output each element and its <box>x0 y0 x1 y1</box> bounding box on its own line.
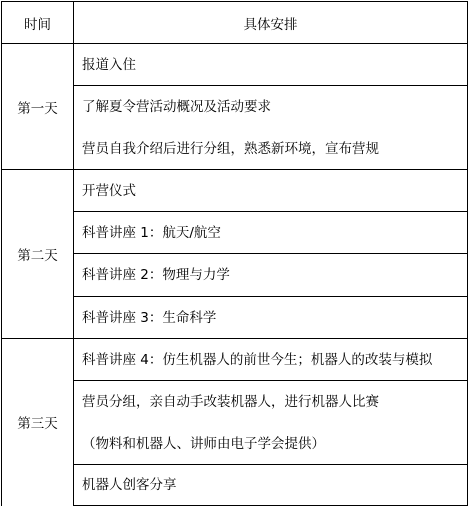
day-label: 第三天 <box>2 339 74 506</box>
activity-text: 科普讲座 4：仿生机器人的前世今生；机器人的改装与模拟 <box>82 351 433 368</box>
header-row <box>2 2 468 44</box>
activity-cell <box>74 44 468 86</box>
schedule-row <box>2 339 468 381</box>
schedule-row <box>2 44 468 86</box>
header-arrangement: 具体安排 <box>74 2 468 44</box>
activity-text: 营员分组，亲自动手改装机器人，进行机器人比赛 <box>82 393 379 410</box>
activity-cell <box>74 212 468 254</box>
schedule-table <box>1 1 468 506</box>
activity-cell <box>74 297 468 339</box>
activity-text: （物料和机器人、讲师由电子学会提供） <box>82 435 325 452</box>
day-label: 第一天 <box>2 44 74 170</box>
activity-cell <box>74 170 468 212</box>
activity-cell <box>74 339 468 381</box>
activity-text: 科普讲座 3：生命科学 <box>82 309 217 326</box>
header-time: 时间 <box>2 2 74 44</box>
activity-cell <box>74 381 468 465</box>
activity-cell <box>74 254 468 297</box>
activity-text: 开营仪式 <box>82 182 136 199</box>
activity-cell <box>74 86 468 170</box>
activity-cell <box>74 465 468 506</box>
activity-text: 科普讲座 2：物理与力学 <box>82 267 230 283</box>
schedule-row <box>2 170 468 212</box>
activity-text: 营员自我介绍后进行分组，熟悉新环境，宣布营规 <box>82 140 379 157</box>
activity-text: 了解夏令营活动概况及活动要求 <box>82 98 271 115</box>
activity-text: 科普讲座 1：航天/航空 <box>82 224 221 241</box>
activity-text: 报道入住 <box>82 56 136 73</box>
day-label: 第二天 <box>2 170 74 339</box>
activity-text: 机器人创客分享 <box>82 477 177 493</box>
